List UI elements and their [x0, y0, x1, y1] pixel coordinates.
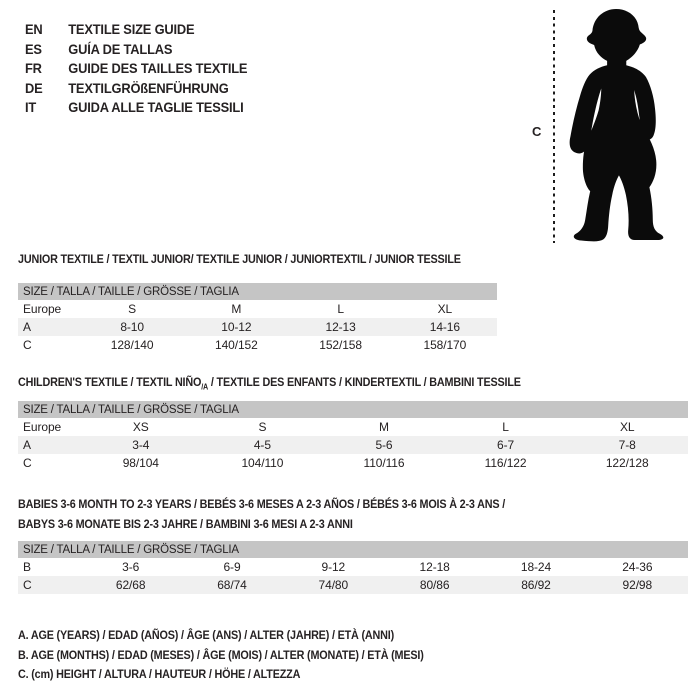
- row-label-cell: C: [23, 578, 32, 592]
- row-label-cell: C: [23, 456, 32, 470]
- value-cell: 158/170: [423, 338, 467, 352]
- title-text: BABYS 3-6 MONATE BIS 2-3 JAHRE / BAMBINI 3-6 MESI A 2-3 ANNI: [18, 517, 353, 531]
- language-code: ES: [25, 40, 42, 57]
- table-title-line: [18, 249, 461, 269]
- junior-table-title: [18, 249, 461, 269]
- table-row: [18, 318, 497, 336]
- table-row: [18, 300, 497, 318]
- value-cell: 12-13: [325, 320, 356, 334]
- value-cell: 110/116: [363, 456, 405, 470]
- language-title: GUIDA ALLE TAGLIE TESSILI: [68, 99, 244, 115]
- language-code: FR: [25, 60, 42, 76]
- value-cell: 4-5: [253, 438, 271, 452]
- table-title-line: [18, 494, 505, 514]
- height-measure-dashed-line: [553, 10, 555, 243]
- table-title-line: [18, 514, 505, 534]
- height-measure-label: C: [532, 124, 542, 139]
- value-cell: 6-9: [223, 560, 241, 574]
- value-cell: L: [337, 302, 344, 316]
- value-cell: 140/152: [215, 338, 258, 352]
- value-cell: 9-12: [321, 560, 346, 574]
- table-row: [18, 436, 688, 454]
- value-cell: 14-16: [429, 320, 460, 334]
- value-cell: XL: [437, 302, 453, 316]
- value-cell: S: [258, 420, 267, 434]
- table-row: [18, 576, 688, 594]
- language-row: [25, 59, 247, 79]
- value-cell: M: [379, 420, 389, 434]
- language-row: [25, 79, 247, 99]
- value-cell: 152/158: [319, 338, 362, 352]
- value-cell: 24-36: [622, 560, 653, 574]
- language-code: IT: [25, 99, 37, 115]
- title-subscript: /A: [201, 382, 209, 392]
- value-cell: 6-7: [497, 438, 515, 452]
- junior-size-table: [18, 283, 497, 354]
- language-title: TEXTILE SIZE GUIDE: [68, 21, 195, 37]
- row-label-cell: A: [23, 438, 31, 452]
- value-cell: 122/128: [605, 456, 649, 470]
- value-cell: 10-12: [221, 320, 252, 334]
- value-cell: 5-6: [375, 438, 393, 452]
- size-table-grid: [18, 300, 497, 354]
- legend-note-c: C. (cm) HEIGHT / ALTURA / HAUTEUR / HÖHE / ALTEZZA: [18, 667, 301, 681]
- value-cell: 116/122: [484, 456, 527, 470]
- table-row: [18, 454, 688, 472]
- row-label-cell: A: [23, 320, 31, 334]
- babies-size-table: [18, 541, 688, 594]
- value-cell: 12-18: [419, 560, 450, 574]
- table-row: [18, 418, 688, 436]
- table-row: [18, 336, 497, 354]
- language-code: DE: [25, 79, 43, 96]
- table-row: [18, 558, 688, 576]
- value-cell: 18-24: [520, 560, 552, 574]
- language-title: GUÍA DE TALLAS: [68, 40, 173, 57]
- legend-note-a: A. AGE (YEARS) / EDAD (AÑOS) / ÂGE (ANS) / ALTER (JAHRE) / ETÀ (ANNI): [18, 628, 394, 642]
- babies-table-title: [18, 494, 505, 534]
- size-table-grid: [18, 558, 688, 594]
- children-size-table: [18, 401, 688, 472]
- size-header-bar: SIZE / TALLA / TAILLE / GRÖSSE / TAGLIA: [18, 283, 497, 300]
- language-title: TEXTILGRÖßENFÜHRUNG: [68, 79, 229, 96]
- language-row: [25, 98, 247, 118]
- value-cell: 80/86: [419, 578, 450, 592]
- legend-notes: [18, 626, 424, 685]
- title-text: BABIES 3-6 MONTH TO 2-3 YEARS / BEBÉS 3-6 MESES A 2-3 AÑOS / BÉBÉS 3-6 MOIS À 2-3 ANS /: [18, 497, 506, 511]
- value-cell: 86/92: [521, 578, 551, 592]
- size-table-grid: [18, 418, 688, 472]
- value-cell: L: [502, 420, 509, 434]
- row-label-cell: Europe: [23, 420, 62, 434]
- value-cell: S: [128, 302, 137, 316]
- value-cell: 7-8: [618, 438, 636, 452]
- value-cell: M: [231, 302, 242, 316]
- language-row: [25, 20, 247, 40]
- value-cell: 104/110: [241, 456, 284, 470]
- language-row: [25, 40, 247, 60]
- value-cell: 8-10: [120, 320, 144, 334]
- row-label-cell: B: [23, 560, 31, 574]
- value-cell: 74/80: [318, 578, 349, 592]
- value-cell: 3-4: [132, 438, 150, 452]
- value-cell: 3-6: [122, 560, 140, 574]
- value-cell: 92/98: [622, 578, 653, 592]
- value-cell: 62/68: [115, 578, 146, 592]
- value-cell: XS: [132, 420, 149, 434]
- size-header-bar: SIZE / TALLA / TAILLE / GRÖSSE / TAGLIA: [18, 401, 688, 418]
- title-text: JUNIOR TEXTILE / TEXTIL JUNIOR/ TEXTILE JUNIOR / JUNIORTEXTIL / JUNIOR TESSILE: [18, 252, 461, 266]
- row-label-cell: Europe: [23, 302, 62, 316]
- language-code: EN: [25, 21, 43, 37]
- children-table-title: [18, 372, 521, 397]
- value-cell: XL: [619, 420, 635, 434]
- legend-note-b: B. AGE (MONTHS) / EDAD (MESES) / ÂGE (MOIS) / ALTER (MONATE) / ETÀ (MESI): [18, 647, 424, 662]
- baby-silhouette-icon: [562, 7, 668, 244]
- value-cell: 128/140: [110, 338, 154, 352]
- title-text: CHILDREN'S TEXTILE / TEXTIL NIÑO: [18, 375, 202, 389]
- language-title: GUIDE DES TAILLES TEXTILE: [68, 60, 248, 76]
- language-list: [25, 20, 247, 118]
- value-cell: 98/104: [122, 456, 159, 470]
- table-title-line: [18, 372, 521, 397]
- row-label-cell: C: [23, 338, 32, 352]
- title-text: / TEXTILE DES ENFANTS / KINDERTEXTIL / BAMBINI TESSILE: [208, 375, 521, 389]
- value-cell: 68/74: [217, 578, 247, 592]
- size-header-bar: SIZE / TALLA / TAILLE / GRÖSSE / TAGLIA: [18, 541, 688, 558]
